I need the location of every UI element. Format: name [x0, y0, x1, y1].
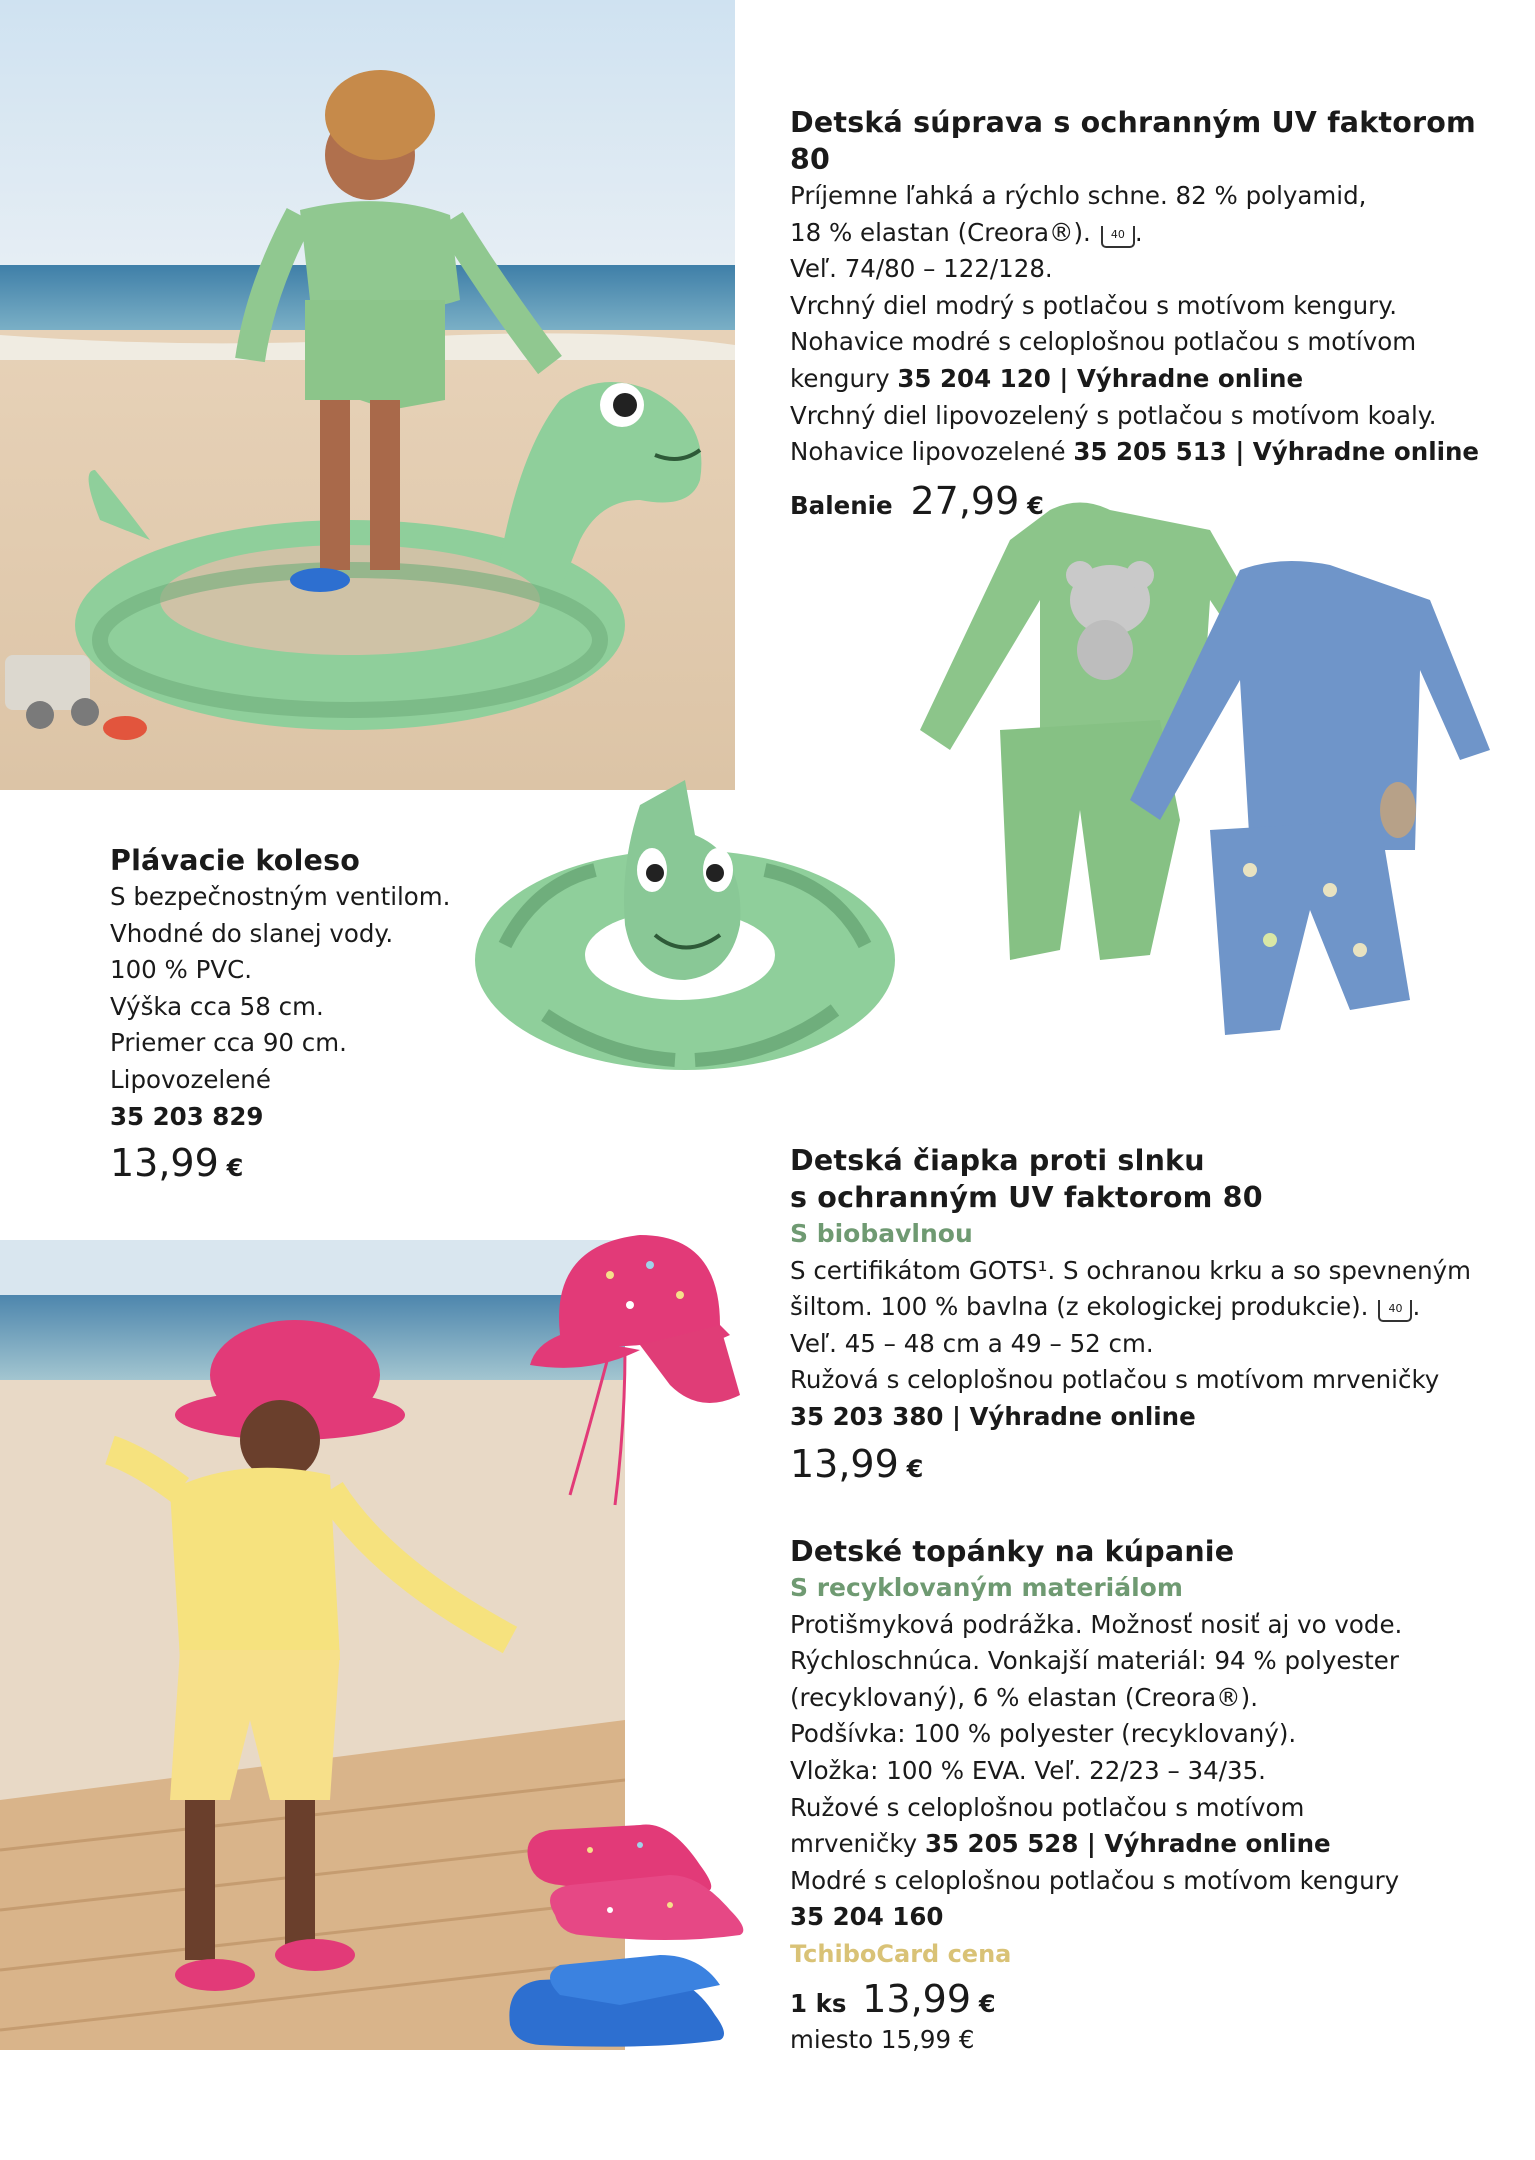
product-code: 35 205 513 | Výhradne online: [1073, 437, 1480, 467]
price: 13,99: [110, 1141, 219, 1186]
wash-40-icon: 40: [1378, 1300, 1412, 1322]
price: 27,99: [910, 478, 1020, 523]
product-code: 35 203 380 | Výhradne online: [790, 1401, 1196, 1431]
description-line: Vložka: 100 % EVA. Veľ. 22/23 – 34/35.: [790, 1755, 1266, 1785]
description-line: Vrchný diel modrý s potlačou s motívom kengury.: [790, 290, 1398, 320]
description-line: Modré s celoplošnou potlačou s motívom kengury: [790, 1865, 1400, 1895]
description-line: Protišmyková podrážka. Možnosť nosiť aj vo vode.: [790, 1609, 1403, 1639]
product-title: Plávacie koleso: [110, 844, 361, 877]
product-swimsuit-set: [790, 104, 1510, 524]
description-line: 18 % elastan (Creora®). 40 .: [790, 217, 1143, 247]
swim-ring-product-image: [465, 775, 905, 1075]
product-sun-hat: [790, 1142, 1510, 1487]
tchibocard-label: TchiboCard cena: [790, 1939, 1012, 1968]
description-line: mrveničky 35 205 528 | Výhradne online: [790, 1829, 1331, 1859]
description-line: Výška cca 58 cm.: [110, 991, 324, 1021]
product-code: 35 205 528 | Výhradne online: [924, 1829, 1331, 1859]
size-line: Veľ. 74/80 – 122/128.: [790, 254, 1053, 284]
product-code: 35 204 160: [790, 1902, 944, 1932]
price: 13,99: [790, 1441, 899, 1486]
price-row: [790, 1441, 1510, 1488]
description-line: Ružové s celoplošnou potlačou s motívom: [790, 1792, 1305, 1822]
description-line: Nohavice modré s celoplošnou potlačou s motívom: [790, 327, 1417, 357]
price-row: [790, 1976, 1510, 2023]
sun-hat-product-image: [530, 1225, 760, 1525]
description-line: Podšívka: 100 % polyester (recyklovaný).: [790, 1719, 1297, 1749]
description-line: 100 % PVC.: [110, 955, 253, 985]
currency: €: [906, 1454, 924, 1483]
product-water-shoes: [790, 1533, 1510, 2059]
description-line: kengury 35 204 120 | Výhradne online: [790, 363, 1304, 393]
description-line: S bezpečnostným ventilom.: [110, 882, 451, 911]
product-title: Detská súprava s ochranným UV faktorom 80: [790, 106, 1476, 176]
description-line: šiltom. 100 % bavlna (z ekologickej produkcie). 40 .: [790, 1292, 1421, 1322]
description-line: Priemer cca 90 cm.: [110, 1028, 347, 1058]
product-title: Detská čiapka proti slnku: [790, 1144, 1205, 1177]
price-row: [110, 1141, 530, 1187]
turtle-boy-photo: [0, 0, 735, 790]
description-line: Rýchloschnúca. Vonkajší materiál: 94 % polyester: [790, 1646, 1399, 1676]
wash-40-icon: 40: [1101, 226, 1135, 248]
description-line: Ružová s celoplošnou potlačou s motívom mrveničky: [790, 1365, 1440, 1395]
currency: €: [1027, 491, 1044, 520]
description-line: S certifikátom GOTS¹. S ochranou krku a so spevneným: [790, 1255, 1471, 1285]
original-price: miesto 15,99 €: [790, 2025, 975, 2055]
description-line: Lipovozelené: [110, 1064, 271, 1094]
description-line: Vrchný diel lipovozelený s potlačou s motívom koaly.: [790, 400, 1437, 430]
product-code: 35 204 120 | Výhradne online: [897, 363, 1304, 393]
product-subtitle: S recyklovaným materiálom: [790, 1573, 1183, 1602]
quantity-label: 1 ks: [790, 1988, 847, 2018]
product-title: Detské topánky na kúpanie: [790, 1535, 1235, 1568]
description-line: (recyklovaný), 6 % elastan (Creora®).: [790, 1682, 1259, 1712]
currency: €: [226, 1154, 244, 1183]
description-line: Príjemne ľahká a rýchlo schne. 82 % polyamid,: [790, 181, 1367, 210]
water-shoes-product-image: [500, 1805, 770, 2075]
pack-label: Balenie: [790, 490, 893, 520]
swimsuit-product-image: [910, 490, 1530, 1090]
product-code: 35 203 829: [110, 1101, 264, 1131]
product-subtitle: S biobavlnou: [790, 1219, 973, 1248]
currency: €: [978, 1989, 996, 2018]
description-line: Vhodné do slanej vody.: [110, 918, 394, 948]
product-title: s ochranným UV faktorom 80: [790, 1181, 1263, 1214]
description-line: Nohavice lipovozelené 35 205 513 | Výhradne online: [790, 437, 1480, 467]
size-line: Veľ. 45 – 48 cm a 49 – 52 cm.: [790, 1328, 1154, 1358]
price: 13,99: [862, 1976, 972, 2021]
